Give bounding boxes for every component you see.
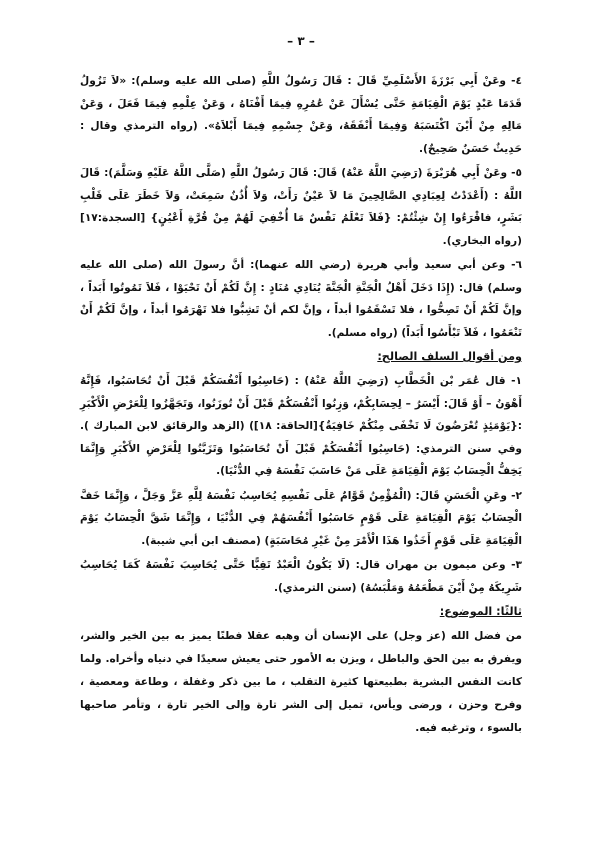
topic-section bbox=[80, 601, 522, 740]
page-number: – ٣ – bbox=[287, 34, 315, 48]
hadith-6: ٦- وعن أبي سعيد وأبي هريرة (رضي الله عنهما): أنَّ رسولَ الله (صلى الله عليه وسلم) قال: (إِذَا دَخَلَ أَهْلُ الْجَنَّةِ الْجَنَّةَ يُنَادِي مُنَادٍ : إِنَّ لَكُمْ أَنْ تَحْيَوْا ، فَلاَ تَمُوتُوا أَبَداً ، وإنَّ لَكُمْ أَنْ تَصِحُّوا ، فلا تَسْقَمُوا أبداً ، وإنَّ لكم أنْ تَشِبُّوا فلا تَهْرَمُوا أبداً ، وإنَّ لَكُمْ أَنْ تَنْعَمُوا ، فَلاَ تَبْأَسُوا أَبَداً) (رواه مسلم). bbox=[80, 259, 522, 339]
topic-heading-text: ثالثًا: الموضوع: bbox=[439, 605, 522, 618]
salaf-quote-2: ٢- وعَنِ الْحَسَنِ قَالَ: (الْمُؤْمِنُ قَوَّامٌ عَلَى نَفْسِهِ يُحَاسِبُ نَفْسَهُ لِلَّهِ عَزَّ وَجَلَّ ، وَإِنَّمَا خَفَّ الْحِسَابُ يَوْمَ الْقِيَامَةِ عَلَى قَوْمٍ حَاسَبُوا أَنْفُسَهُمْ فِي الدُّنْيَا ، وَإِنَّمَا شَقَّ الْحِسَابُ يَوْمَ الْقِيَامَةِ عَلَى قَوْمٍ أَخَذُوا هَذَا الْأَمْرَ مِنْ غَيْرِ مُحَاسَبَةٍ) (مصنف ابن أبي شيبة). bbox=[80, 489, 522, 547]
topic-heading bbox=[80, 601, 522, 623]
salaf-heading bbox=[80, 346, 522, 368]
hadith-5: ٥- وعَنْ أَبِي هُرَيْرَةَ (رَضِيَ اللَّهُ عَنْهُ) قَالَ: قَالَ رَسُولُ اللَّهِ (صَلَّى اللَّهُ عَلَيْهِ وَسَلَّمَ): قَالَ اللَّهُ : (أَعْدَدْتُ لِعِبَادِي الصَّالِحِينَ مَا لاَ عَيْنٌ رَأَتْ، وَلاَ أُذُنٌ سَمِعَتْ، وَلاَ خَطَرَ عَلَى قَلْبِ بَشَرٍ، فاقْرَءُوا إِنْ شِئْتُمْ: {فَلاَ تَعْلَمُ نَفْسٌ مَا أُخْفِيَ لَهُمْ مِنْ قُرَّةِ أَعْيُنٍ} [السجدة:١٧] (رواه البخاري). bbox=[80, 167, 522, 247]
hadith-4: ٤- وعَنْ أَبِي بَرْزَةَ الأَسْلَمِيِّ قَالَ : قَالَ رَسُولُ اللَّهِ (صلى الله عليه وسلم): «لاَ تَزُولُ قَدَمَا عَبْدٍ يَوْمَ الْقِيَامَةِ حَتَّى يُسْأَلَ عَنْ عُمُرِهِ فِيمَا أَفْنَاهُ ، وَعَنْ عِلْمِهِ فِيمَا فَعَلَ ، وَعَنْ مَالِهِ مِنْ أَيْنَ اكْتَسَبَهُ وَفِيمَا أَنْفَقَهُ، وَعَنْ جِسْمِهِ فِيمَا أَبْلاَهُ». (رواه الترمذي وقال : حَدِيثٌ حَسَنٌ صَحِيحٌ). bbox=[80, 75, 522, 155]
salaf-quote-1: ١- قال عُمَر بْن الْخَطَّابِ (رَضِيَ اللَّهُ عَنْهُ) : (حَاسِبُوا أَنْفُسَكُمْ قَبْلَ أَنْ تُحَاسَبُوا، فَإِنَّهُ أَهْوَنُ – أَوْ قَالَ: أَيْسَرُ – لِحِسَابِكُمْ، وَزِنُوا أَنْفُسَكُمْ قَبْلَ أَنْ تُوزَنُوا، وَتَجَهَّزُوا لِلْعَرْضِ الْأَكْبَرِ :{يَوْمَئِذٍ تُعْرَضُونَ لَا تَخْفَى مِنْكُمْ خَافِيَةٌ}[الحاقة: ١٨]) (الزهد والرقائق لابن المبارك ). وفي سنن الترمذي: (حَاسِبُوا أَنْفُسَكُمْ قَبْلَ أَنْ تُحَاسَبُوا وَتَزَيَّنُوا لِلْعَرْضِ الأَكْبَرِ وَإِنَّمَا يَخِفُّ الْحِسَابُ يَوْمَ الْقِيَامَةِ عَلَى مَنْ حَاسَبَ نَفْسَهُ فِي الدُّنْيَا). bbox=[80, 375, 522, 477]
salaf-heading-text: ومن أقوال السلف الصالح: bbox=[377, 350, 522, 363]
topic-paragraph: من فضل الله (عز وجل) على الإنسان أن وهبه عقلا فطنًا يميز به بين الخير والشر، ويفرق به بين الحق والباطل ، ويزن به الأمور حتى يعيش سعيدًا في دنياه وأخراه. ولما كانت النفس البشرية بطبيعتها كثيرة التقلب ، ما بين ذكر وغفلة ، وطاعة ومعصية ، وفرح وحزن ، ورضى ويأس، تميل إلى الشر تارة وإلى الخير تارة ، وتأمر صاحبها بالسوء ، وترغبه فيه. bbox=[80, 630, 522, 734]
salaf-quote-3: ٣- وعن ميمون بن مهران قال: (لَا يَكُونُ الْعَبْدُ تَقِيًّا حَتَّى يُحَاسِبَ نَفْسَهُ كَمَا يُحَاسِبُ شَرِيكَهُ مِنْ أَيْنَ مَطْعَمُهُ وَمَلْبَسُهُ) (سنن الترمذي). bbox=[80, 559, 522, 594]
